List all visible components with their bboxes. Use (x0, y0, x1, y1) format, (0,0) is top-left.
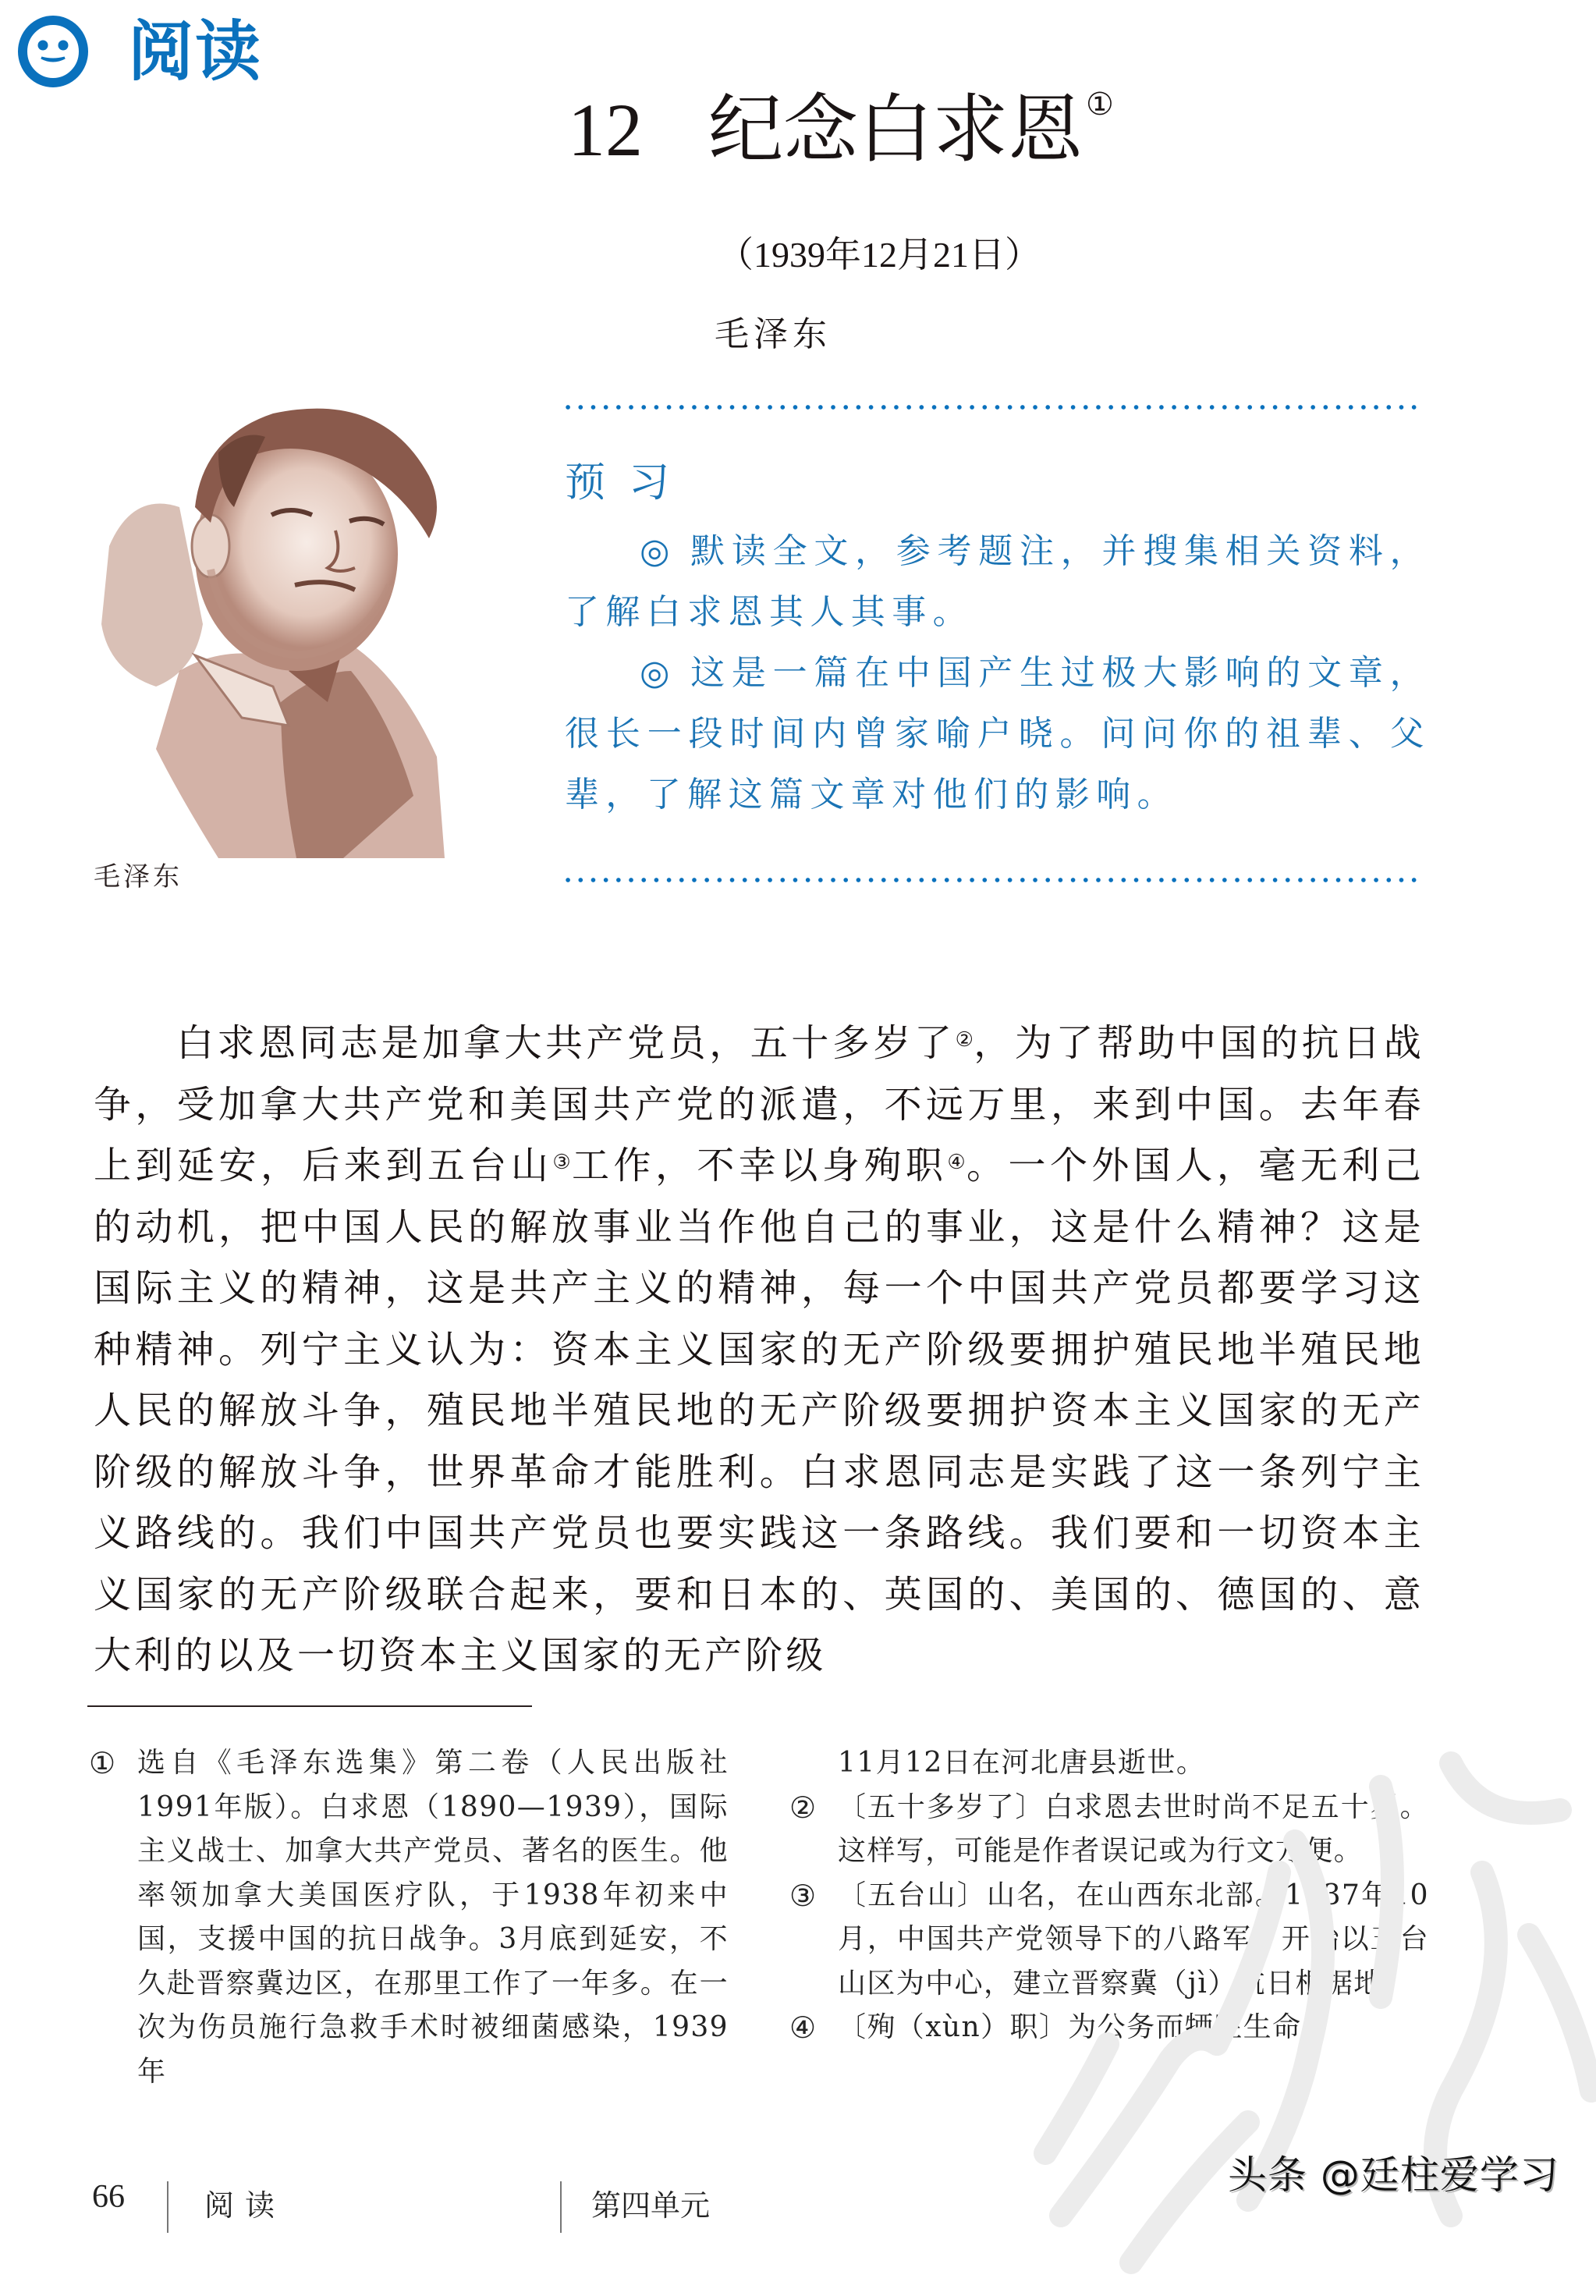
footnote-mark: ③ (789, 1878, 817, 1913)
lesson-number: 12 (568, 88, 643, 172)
preview-item-text: 这是一篇在中国产生过极大影响的文章，很长一段时间内曾家喻户晓。问问你的祖辈、父辈，了解这篇文章对他们的影响。 (565, 653, 1431, 815)
preview-item (565, 521, 1431, 643)
body-text-segment: 白求恩同志是加拿大共产党员，五十多岁了 (176, 1021, 956, 1065)
preview-heading: 预习 (565, 460, 693, 506)
footnotes-left-column (89, 1741, 729, 2094)
footnote-ref[interactable]: ③ (552, 1151, 572, 1174)
footnote-mark: ② (789, 1790, 817, 1825)
preview-section (565, 459, 1431, 825)
footnote-text: 〔五十多岁了〕白求恩去世时尚不足五十岁。这样写，可能是作者误记或为行文方便。 (838, 1790, 1429, 1867)
footer-divider (560, 2181, 562, 2233)
footnotes-right-column (789, 1741, 1429, 2050)
watermark-credit: 头条 @廷柱爱学习 (1228, 2152, 1559, 2198)
preview-top-divider (562, 404, 1424, 410)
footnote-ref[interactable]: ② (955, 1028, 974, 1052)
lesson-title-text: 纪念白求恩 (708, 86, 1083, 173)
body-text-segment: 。一个外国人，毫无利己的动机，把中国人民的解放事业当作他自己的事业，这是什么精神？这是国际主义的精神，这是共产主义的精神，每一个中国共产党员都要学习这种精神。列宁主义认为：资本主义国家的无产阶级要拥护殖民地半殖民地人民的解放斗争，殖民地半殖民地的无产阶级要拥护资本主义国家的无产阶级的解放斗争，世界革命才能胜利。白求恩同志是实践了这一条列宁主义路线的。我们中国共产党员也要实践这一条路线。我们要和一切资本主义国家的无产阶级联合起来，要和日本的、英国的、美国的、德国的、意大利的以及一切资本主义国家的无产阶级 (94, 1144, 1425, 1677)
footnote-item (789, 2006, 1429, 2050)
lesson-title (568, 86, 1114, 173)
footnote-continuation: 11月12日在河北唐县逝世。 (838, 1747, 1206, 1779)
double-circle-bullet-icon: ◎ (640, 653, 677, 694)
footnote-ref[interactable]: ① (1086, 87, 1114, 122)
footnote-mark: ④ (789, 2010, 817, 2045)
author-portrait-image (86, 390, 460, 889)
footnote-mark: ① (89, 1746, 116, 1780)
footnote-item (789, 1786, 1429, 1874)
page-number: 66 (92, 2179, 125, 2215)
footnote-item (89, 1741, 729, 2094)
footnote-ref[interactable]: ④ (947, 1151, 966, 1174)
preview-item (565, 643, 1431, 825)
body-text-segment: ，为了帮助中国的抗日战争，受加拿大共产党和美国共产党的派遣，不远万里，来到中国。去年春上到延安，后来到五台山 (94, 1021, 1424, 1187)
smiley-face-icon (17, 16, 89, 87)
section-header (17, 12, 263, 90)
footnote-text: 〔殉（xùn）职〕为公务而牺牲生命。 (838, 2011, 1331, 2043)
section-title: 阅读 (128, 12, 263, 90)
footer-section-label: 阅读 (204, 2188, 286, 2223)
body-text-segment: 工作，不幸以身殉职 (571, 1144, 948, 1187)
footnote-text: 〔五台山〕山名，在山西东北部。1937年10月，中国共产党领导下的八路军，开始以五台山区为中心，建立晋察冀（jì）抗日根据地。 (838, 1879, 1429, 2000)
footnote-divider (87, 1705, 532, 1707)
preview-bottom-divider (562, 877, 1424, 883)
footer-unit-label: 第四单元 (591, 2188, 711, 2223)
double-circle-bullet-icon: ◎ (640, 531, 677, 572)
footnote-text: 选自《毛泽东选集》第二卷（人民出版社1991年版）。白求恩（1890—1939），国际主义战士、加拿大共产党员、著名的医生。他率领加拿大美国医疗队，于1938年初来中国，支援中国的抗日战争。3月底到延安，不久赴晋察冀边区，在那里工作了一年多。在一次为伤员施行急救手术时被细菌感染，1939年 (137, 1747, 729, 2088)
lesson-author: 毛泽东 (715, 314, 832, 354)
article-body (94, 1013, 1424, 1687)
footer-divider (167, 2181, 168, 2233)
portrait-caption: 毛泽东 (94, 861, 183, 892)
footnote-item (789, 1874, 1429, 2007)
lesson-date: （1939年12月21日） (718, 235, 1041, 275)
preview-item-text: 默读全文，参考题注，并搜集相关资料，了解白求恩其人其事。 (565, 531, 1431, 633)
